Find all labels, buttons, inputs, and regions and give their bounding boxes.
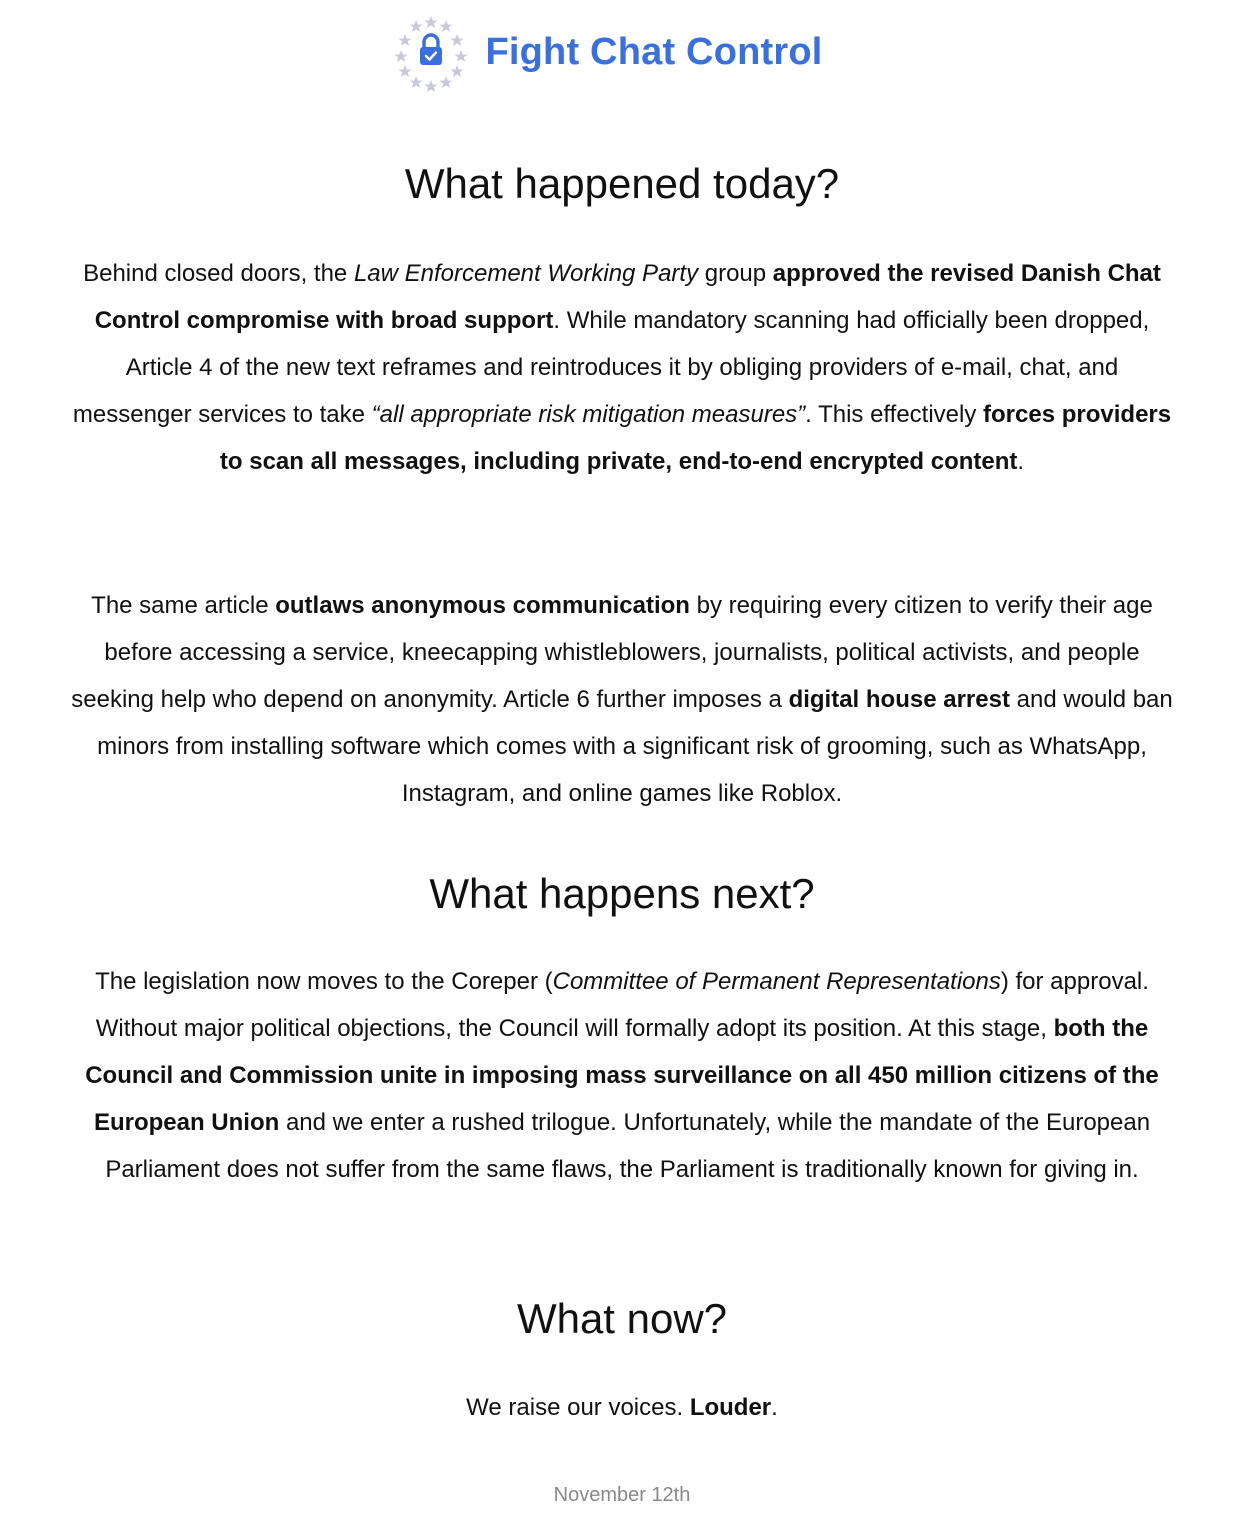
header	[0, 12, 1244, 92]
paragraph-what-happened-2: The same article outlaws anonymous communication by requiring every citizen to verify their age before accessing a service, kneecapping whistleblowers, journalists, political activists, and people seeking help who depend on anonymity. Article 6 further imposes a digital house arrest and would ban minors from installing software which comes with a significant risk of grooming, such as WhatsApp, Instagram, and online games like Roblox.	[71, 592, 1173, 807]
footer-date: November 12th	[553, 1484, 691, 1506]
heading-what-now: What now?	[516, 1295, 728, 1342]
paragraph-what-happens-next: The legislation now moves to the Coreper (Committee of Permanent Representations) for approval. Without major political objections, the Council will formally adopt its position. At this stage, both the Council and Commission unite in imposing mass surveillance on all 450 million citizens of the European Union and we enter a rushed trilogue. Unfortunately, while the mandate of the European Parliament does not suffer from the same flaws, the Parliament is traditionally known for giving in.	[85, 968, 1159, 1183]
heading-what-happens-next: What happens next?	[429, 870, 815, 917]
paragraph-what-now: We raise our voices. Louder.	[466, 1394, 778, 1421]
paragraph-what-happened-1: Behind closed doors, the Law Enforcement Working Party group approved the revised Danish Chat Control compromise with broad support. While mandatory scanning had officially been dropped, Article 4 of the new text reframes and reintroduces it by obliging providers of e-mail, chat, and messenger services to take “all appropriate risk mitigation measures”. This effectively forces providers to scan all messages, including private, end-to-end encrypted content.	[72, 260, 1172, 475]
brand-title: Fight Chat Control	[485, 30, 823, 73]
heading-what-happened-today: What happened today?	[404, 160, 840, 207]
eu-stars-lock-icon	[391, 12, 471, 92]
